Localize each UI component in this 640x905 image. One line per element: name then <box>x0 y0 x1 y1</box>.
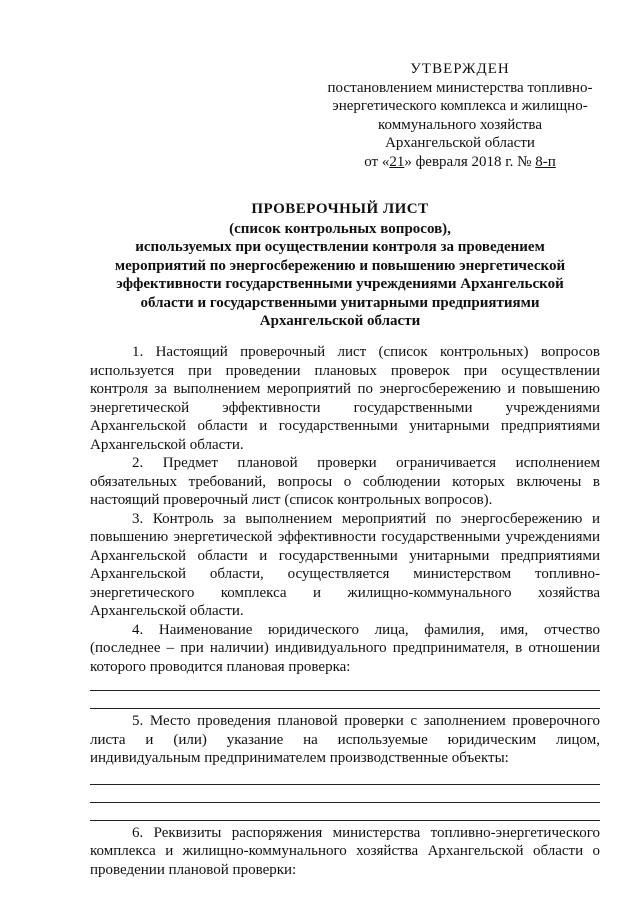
fill-line <box>90 802 600 803</box>
approved-heading: УТВЕРЖДЕН <box>410 61 510 77</box>
approval-line: коммунального хозяйства <box>378 116 542 133</box>
date-day: 21 <box>389 153 405 170</box>
approval-date-line <box>316 153 604 172</box>
title-line: используемых при осуществлении контроля за проведением <box>135 239 545 255</box>
document-title <box>82 200 598 331</box>
date-middle: » февраля 2018 г. № <box>404 153 536 170</box>
document-body <box>90 343 600 879</box>
approval-line: энергетического комплекса и жилищно- <box>332 98 588 114</box>
title-line: (список контрольных вопросов), <box>229 220 451 237</box>
title-main: ПРОВЕРОЧНЫЙ ЛИСТ <box>251 201 429 217</box>
date-prefix: от « <box>364 153 390 170</box>
paragraph-6: 6. Реквизиты распоряжения министерства топливно-энергетического комплекса и жилищно-коммунального хозяйства Архангельской области о проведении плановой проверки: <box>90 824 600 878</box>
approval-line: постановлением министерства топливно- <box>327 79 593 96</box>
document-number: 8-п <box>535 153 556 170</box>
paragraph-1: 1. Настоящий проверочный лист (список контрольных) вопросов используется при проведении плановых проверок при осуществлении контроля за выполнением мероприятий по энергосбережению и повышению энергетической эффективности государственными учреждениями Архангельской области и государственными унитарными предприятиями Архангельской области. <box>90 344 600 453</box>
approval-line: Архангельской области <box>385 135 535 151</box>
fill-line <box>90 690 600 691</box>
fill-line <box>90 784 600 785</box>
title-line: эффективности государственными учреждениями Архангельской <box>116 276 564 292</box>
paragraph-3: 3. Контроль за выполнением мероприятий по энергосбережению и повышению энергетической эффективности государственными учреждениями Архангельской области и государственными унитарными предприятиями Архангельской области, осуществляется министерством топливно-энергетического комплекса и жилищно-коммунального хозяйства Архангельской области. <box>90 510 600 619</box>
title-line: области и государственными унитарными предприятиями <box>140 294 540 311</box>
title-line: Архангельской области <box>259 313 421 329</box>
title-line: мероприятий по энергосбережению и повышению энергетической <box>114 257 566 274</box>
paragraph-5: 5. Место проведения плановой проверки с заполнением проверочного листа и (или) указание на используемые юридическим лицом, индивидуальным предпринимателем производственные объекты: <box>90 713 600 766</box>
paragraph-4: 4. Наименование юридического лица, фамилия, имя, отчество (последнее – при наличии) индивидуального предпринимателя, в отношении которого проводится плановая проверка: <box>90 621 600 675</box>
fill-line <box>90 820 600 821</box>
approval-stamp <box>316 60 604 171</box>
fill-line <box>90 708 600 709</box>
paragraph-2: 2. Предмет плановой проверки ограничивается исполнением обязательных требований, вопросы о соблюдении которых включены в настоящий проверочный лист (список контрольных вопросов). <box>90 455 600 508</box>
